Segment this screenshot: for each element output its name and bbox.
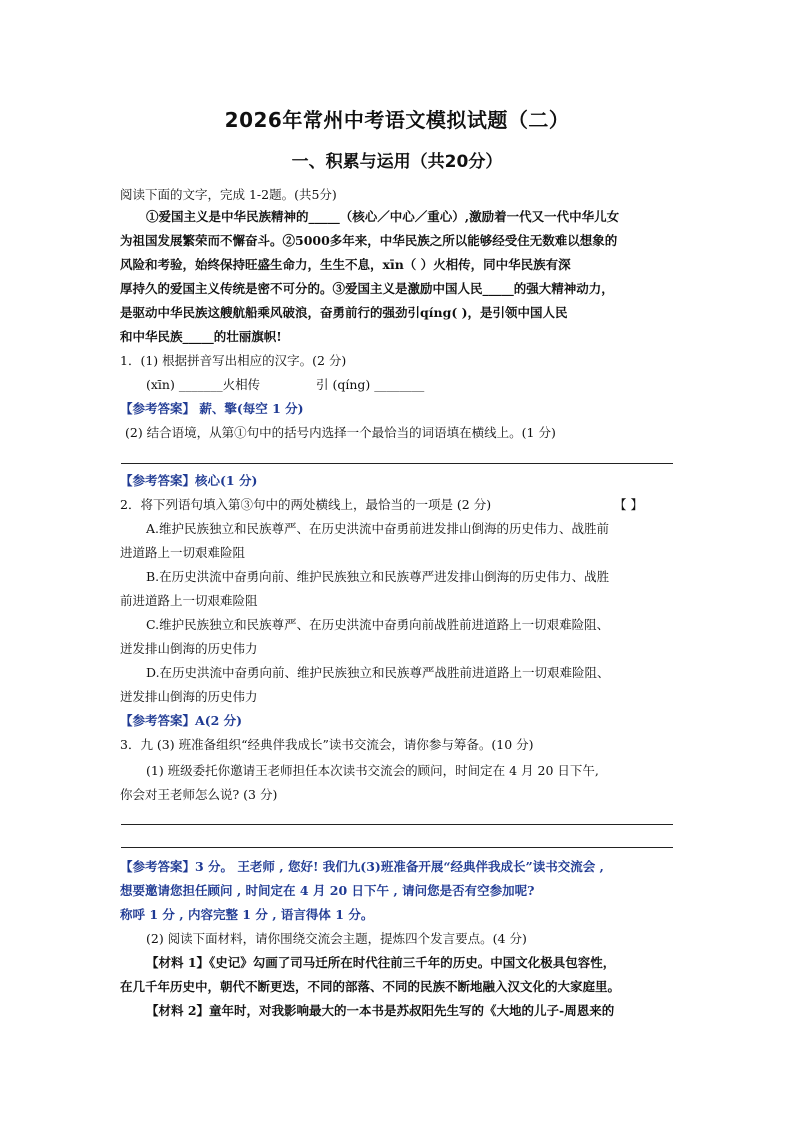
q1-answer: 【参考答案】 薪、擎(每空 1 分) xyxy=(120,401,304,416)
q2-option-b-cont: 前进道路上一切艰难险阻 xyxy=(120,593,258,608)
q1-pinyin-xin: (xīn) _______火相传 xyxy=(146,377,261,392)
q3-part1-cont: 你会对王老师怎么说? (3 分) xyxy=(120,787,278,802)
answer-line xyxy=(121,824,673,825)
q1-pinyin-qing: 引 (qíng) ________ xyxy=(316,377,425,392)
q2-option-a-cont: 进道路上一切艰难险阻 xyxy=(120,545,246,560)
passage-line: 是驱动中华民族这艘航船乘风破浪，奋勇前行的强劲引qíng( )，是引领中国人民 xyxy=(120,305,568,320)
page-title: 2026年常州中考语文模拟试题（二） xyxy=(224,108,570,132)
q2-answer-bracket: 【 】 xyxy=(614,497,643,512)
q2-option-d: D.在历史洪流中奋勇向前、维护民族独立和民族尊严战胜前进道路上一切艰难险阻、 xyxy=(146,665,610,680)
q3-scoring: 称呼 1 分 , 内容完整 1 分 , 语言得体 1 分。 xyxy=(120,907,374,922)
passage-line: 风险和考验，始终保持旺盛生命力，生生不息，xīn（ ）火相传，同中华民族有深 xyxy=(120,257,571,272)
q2-answer: 【参考答案】A(2 分) xyxy=(120,713,243,728)
q3-answer: 【参考答案】3 分。 王老师 , 您好! 我们九(3)班准备开展“经典伴我成长”读书交流会 , xyxy=(120,859,604,874)
q2-option-b: B.在历史洪流中奋勇向前、维护民族独立和民族尊严进发排山倒海的历史伟力、战胜 xyxy=(146,569,610,584)
section-heading: 一、积累与运用（共20分） xyxy=(291,152,503,172)
q3-part1: (1) 班级委托你邀请王老师担任本次读书交流会的顾问，时间定在 4 月 20 日下午, xyxy=(146,763,599,778)
material-1: 【材料 1】《史记》勾画了司马迁所在时代往前三千年的历史。中国文化极具包容性， xyxy=(146,955,616,970)
q2-option-a: A.维护民族独立和民族尊严、在历史洪流中奋勇前进发排山倒海的历史伟力、战胜前 xyxy=(146,521,610,536)
q3-answer-cont: 想要邀请您担任顾问 , 时间定在 4 月 20 日下午 , 请问您是否有空参加呢? xyxy=(120,883,535,898)
q1-stem: 1．(1) 根据拼音写出相应的汉字。(2 分) xyxy=(120,353,347,368)
passage-line: 厚持久的爱国主义传统是密不可分的。③爱国主义是激励中国人民_____的强大精神动力， xyxy=(120,281,614,296)
q2-option-c: C.维护民族独立和民族尊严、在历史洪流中奋勇向前战胜前进道路上一切艰难险阻、 xyxy=(146,617,610,632)
passage-line: 和中华民族_____的壮丽旗帜! xyxy=(120,329,282,344)
q2-stem: 2．将下列语句填入第③句中的两处横线上，最恰当的一项是 (2 分) xyxy=(120,497,492,512)
q3-stem: 3．九 (3) 班准备组织“经典伴我成长”读书交流会，请你参与筹备。(10 分) xyxy=(120,737,534,752)
q3-part2: (2) 阅读下面材料，请你围绕交流会主题，提炼四个发言要点。(4 分) xyxy=(146,931,527,946)
answer-line xyxy=(121,463,673,464)
q1-answer2: 【参考答案】核心(1 分) xyxy=(120,473,258,488)
answer-line xyxy=(121,847,673,848)
passage-line: ①爱国主义是中华民族精神的_____（核心／中心／重心）,激励着一代又一代中华儿女 xyxy=(146,209,620,224)
q1-part2: (2) 结合语境，从第①句中的括号内选择一个最恰当的词语填在横线上。(1 分) xyxy=(125,425,556,440)
passage-line: 为祖国发展繁荣而不懈奋斗。②5000多年来，中华民族之所以能够经受住无数难以想象的 xyxy=(120,233,618,248)
q2-option-c-cont: 迸发排山倒海的历史伟力 xyxy=(120,641,258,656)
q2-option-d-cont: 迸发排山倒海的历史伟力 xyxy=(120,689,258,704)
material-2: 【材料 2】童年时，对我影响最大的一本书是苏叔阳先生写的《大地的儿子-周恩来的 xyxy=(146,1003,615,1018)
material-1-cont: 在几千年历史中，朝代不断更迭，不同的部落、不同的民族不断地融入汉文化的大家庭里。 xyxy=(120,979,621,994)
reading-intro: 阅读下面的文字，完成 1-2题。(共5分) xyxy=(120,187,337,202)
